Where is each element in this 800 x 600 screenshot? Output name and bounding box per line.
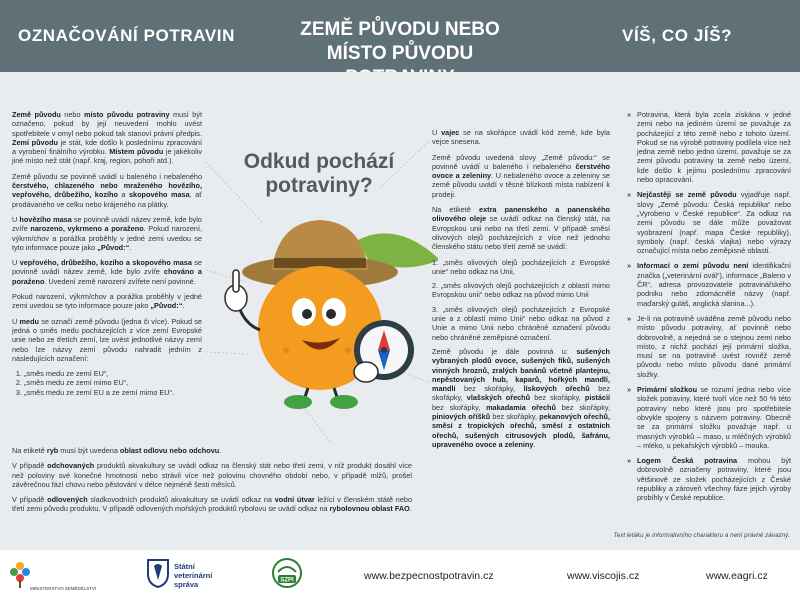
list-item: 2. „směs olivových olejů pocházejících z oblastí mimo Evropskou unii“ nebo odkaz na původ mimo Unii <box>432 281 610 300</box>
page-title-line: ZEMĚ PŮVODU NEBO <box>300 19 500 40</box>
paragraph-fish: Na etiketě ryb musí být uvedena oblast odlovu nebo odchovu. <box>12 446 222 455</box>
footer <box>0 550 800 600</box>
paragraph-honey: U medu se označí země původu (jedna či více). Pokud se jedná o směs medu pocházejících z více zemí Evropské unie nebo ze třetích zemí, lze uvést jednotlivé názvy zemí nebo lze názvy zemí původu nahradit jedním z následujících označení: <box>12 316 202 363</box>
paragraph-beef: U hovězího masa se povinně uvádí název země, kde bylo zvíře narozeno, vykrmeno a poraženo. Pokud narození, výkrm/chov a porážka proběhly v jedné zemi uvedou se tyto informace pouze jako „Původ:“. <box>12 214 202 252</box>
svs-name <box>174 562 212 589</box>
disclaimer-note: Text letáku je informativního charakteru a není právně závazný. <box>613 532 790 539</box>
szpi-logo[interactable] <box>272 558 302 593</box>
link-bezpecnostpotravin[interactable]: www.bezpecnostpotravin.cz <box>364 570 494 582</box>
right-column <box>627 110 791 509</box>
svs-logo[interactable] <box>146 558 213 593</box>
paragraph-eggs: U vajec se na skořápce uvádí kód země, kde byla vejce snesena. <box>432 128 610 147</box>
facts-list <box>627 110 791 503</box>
svs-name-line: správa <box>174 580 199 589</box>
list-item: » Potravina, která byla zcela získána v jedné zemi nebo na jediném území se považuje za pocházející z této země nebo z tohoto území. Pokud se na výrobě potraviny podílela více než jedna země nebo jedno území, považuje se za zemi původu potraviny ta země nebo území, kde došlo k jejímu poslednímu zpracování nebo opracování. <box>627 110 791 184</box>
paragraph-other-products: Země původu je dále povinná u: sušených vybraných plodů ovoce, sušených fíků, sušených vinných hroznů, zralých banánů včetně plantejnu, nepěstovaných hub, kaparů, hořkých mandlí, mandlí bez skořápky, lískových ořechů bez skořápky, vlašských ořechů bez skořápky, pistácií bez skořápky, makadamia ořechů bez skořápky, piniových oříšků bez skořápky, pekanových ořechů, směsí z tropických ořechů, směsí z ostatních ořechů, sušených citrusových plodů, šafránu, upraveného ovoce a zeleniny. <box>432 346 611 449</box>
ministry-caption: MINISTERSTVO ZEMĚDĚLSTVÍ <box>30 586 97 591</box>
list-item: 1. „směs medu ze zemí EU“, <box>24 369 202 378</box>
paragraph-origin-definition: Země původu nebo místo původu potraviny musí být označeno, pokud by její neuvedení mohlo uvést spotřebitele v omyl nebo pokud tak stanoví právní předpis. Zemí původu je stát, kde došlo k poslednímu zpracování a vyrobení finálního výrobku. Místem původu je jakékoliv jiné místo než stát (např. kraj, region, pohoří atd.). <box>12 110 203 166</box>
list-item: 3. „směs olivových olejů pocházejících z Evropské unie a z oblastí mimo Unii“ nebo odkaz na původ z Unie a mimo Unii nebo chráněné označení původu nebo chráněné zeměpisné označení. <box>432 304 610 342</box>
paragraph-olive-oil: Na etiketě extra panenského a panenského olivového oleje se uvádí odkaz na členský stát, na Evropskou unii nebo na třetí zemi. V případě směsí olivových olejů pocházejících z více než jednoho členského státu nebo třetí země se uvádí: <box>432 205 610 252</box>
orange-mascot-illustration <box>208 200 438 410</box>
svs-shield-icon <box>146 558 170 588</box>
list-item: 3. „směs medu ze zemí EU a ze zemí mimo EU“. <box>24 388 202 397</box>
left-column <box>12 110 202 403</box>
page-title-line: MÍSTO PŮVODU <box>326 43 474 64</box>
szpi-emblem-icon <box>272 558 302 588</box>
paragraph-pork-poultry: U vepřového, drůbežího, kozího a skopového masa se povinně uvádí název země, kde bylo zvíře chováno a poraženo. Uvedení země narození zvířete není povinné. <box>12 258 202 286</box>
paragraph-meat-origin: Země původu se povinně uvádí u baleného i nebaleného čerstvého, chlazeného nebo mraženého hovězího, vepřového, drůbežího, kozího a skopového masa, ať prodávaného ve celku nebo krájeného na plátky. <box>12 171 202 209</box>
link-viscojis[interactable]: www.viscojis.cz <box>567 570 640 582</box>
fish-section <box>12 446 412 520</box>
olive-oil-list <box>432 258 610 342</box>
ministry-logo[interactable] <box>8 558 97 593</box>
svs-name-line: veterinární <box>174 571 213 580</box>
link-eagri[interactable]: www.eagri.cz <box>706 570 768 582</box>
central-question <box>234 150 404 198</box>
list-item: » Je-li na potravině uváděna země původu nebo místo původu potraviny, ať povinně nebo dobrovolně, a nejedná se o stejnou zemi nebo místo, z nichž pochází její primární složka, musí se na potravině uvést rovněž země původu nebo místo původu dané primární složky. <box>627 314 791 379</box>
list-item: » Logem Česká potravina mohou být dobrovolně označeny potraviny, které jsou většinově ze složek pocházejících z České republiky a zároveň všechny fáze jejich výroby probíhly v České republice. <box>627 456 791 502</box>
list-item: » Informací o zemi původu není identifikační značka („veterinární ovál“), informace „Baleno v ČR“, adresa provozovatele potravinářského podniku nebo zdomácnělé názvy (např. maďarský guláš, anglická slanina...). <box>627 261 791 307</box>
paragraph-caught: V případě odlovených sladkovodních produktů akvakultury se uvádí odkaz na vodní útvar ležící v členském státě nebo třetí zemi původu produktu. V případě odlovených mořských produktů rybolovu se uvádí odkaz na rybolovnou oblast FAO. <box>12 495 413 514</box>
list-item: 2. „směs medu ze zemí mimo EU“, <box>24 378 202 387</box>
list-item: » Primární složkou se rozumí jedna nebo více složek potraviny, které tvoří více než 50 % této potraviny nebo které jsou pro spotřebitele obvykle spojeny s názvem potraviny. Obecně se za primární složku považuje např. u masných výrobků – maso, u mléčných výrobků – mléko, u pekařských výrobků – mouka. <box>627 385 791 450</box>
question-line: Odkud pochází <box>243 150 395 173</box>
middle-right-column <box>432 128 610 455</box>
list-item: » Nejčastěji se země původu vyjadřuje např. slovy „Země původu: Česká republika“ nebo „Vyrobeno v České republice“. Za odkaz na zemi původu se dále může považovat vyobrazení (např. mapa České republiky), symboly (např. česká vlajka) nebo výrazy označující místa nebo zeměpisné oblasti. <box>627 190 791 255</box>
svs-name-line: Státní <box>174 562 195 571</box>
paragraph-aquaculture: V případě odchovaných produktů akvakultury se uvádí odkaz na členský stát nebo třetí zemi, v níž produkt dosáhl více než poloviny své konečné hmotnosti nebo strávil více než polovinu chovného období nebo, v případě mlžů, prošel závěrečnou fází chovu nebo pěstování v délce nejméně šesti měsíců. <box>12 461 412 489</box>
header-right-title: VÍŠ, CO JÍŠ? <box>622 26 733 45</box>
question-line: potraviny? <box>265 174 373 197</box>
szpi-label: SZPI <box>280 577 294 584</box>
paragraph-fruit-vegetables: Země původu uvedená slovy „Země původu:“ se povinně uvádí u baleného i nebaleného čerstvého ovoce a zeleniny. U nebaleného ovoce a zeleniny se země původu uvádí v těsné blízkosti místa nabízení k prodeji. <box>432 152 610 199</box>
list-item: 1. „směs olivových olejů pocházejících z Evropské unie“ nebo odkaz na Unii, <box>432 257 610 276</box>
ministry-emblem-icon <box>8 558 32 588</box>
honey-list <box>24 369 202 397</box>
paragraph-single-country: Pokud narození, výkrm/chov a porážka proběhly v jedné zemi uvedou se tyto informace pouze jako „Původ:“. <box>12 292 202 311</box>
header-left-title: OZNAČOVÁNÍ POTRAVIN <box>18 26 235 45</box>
